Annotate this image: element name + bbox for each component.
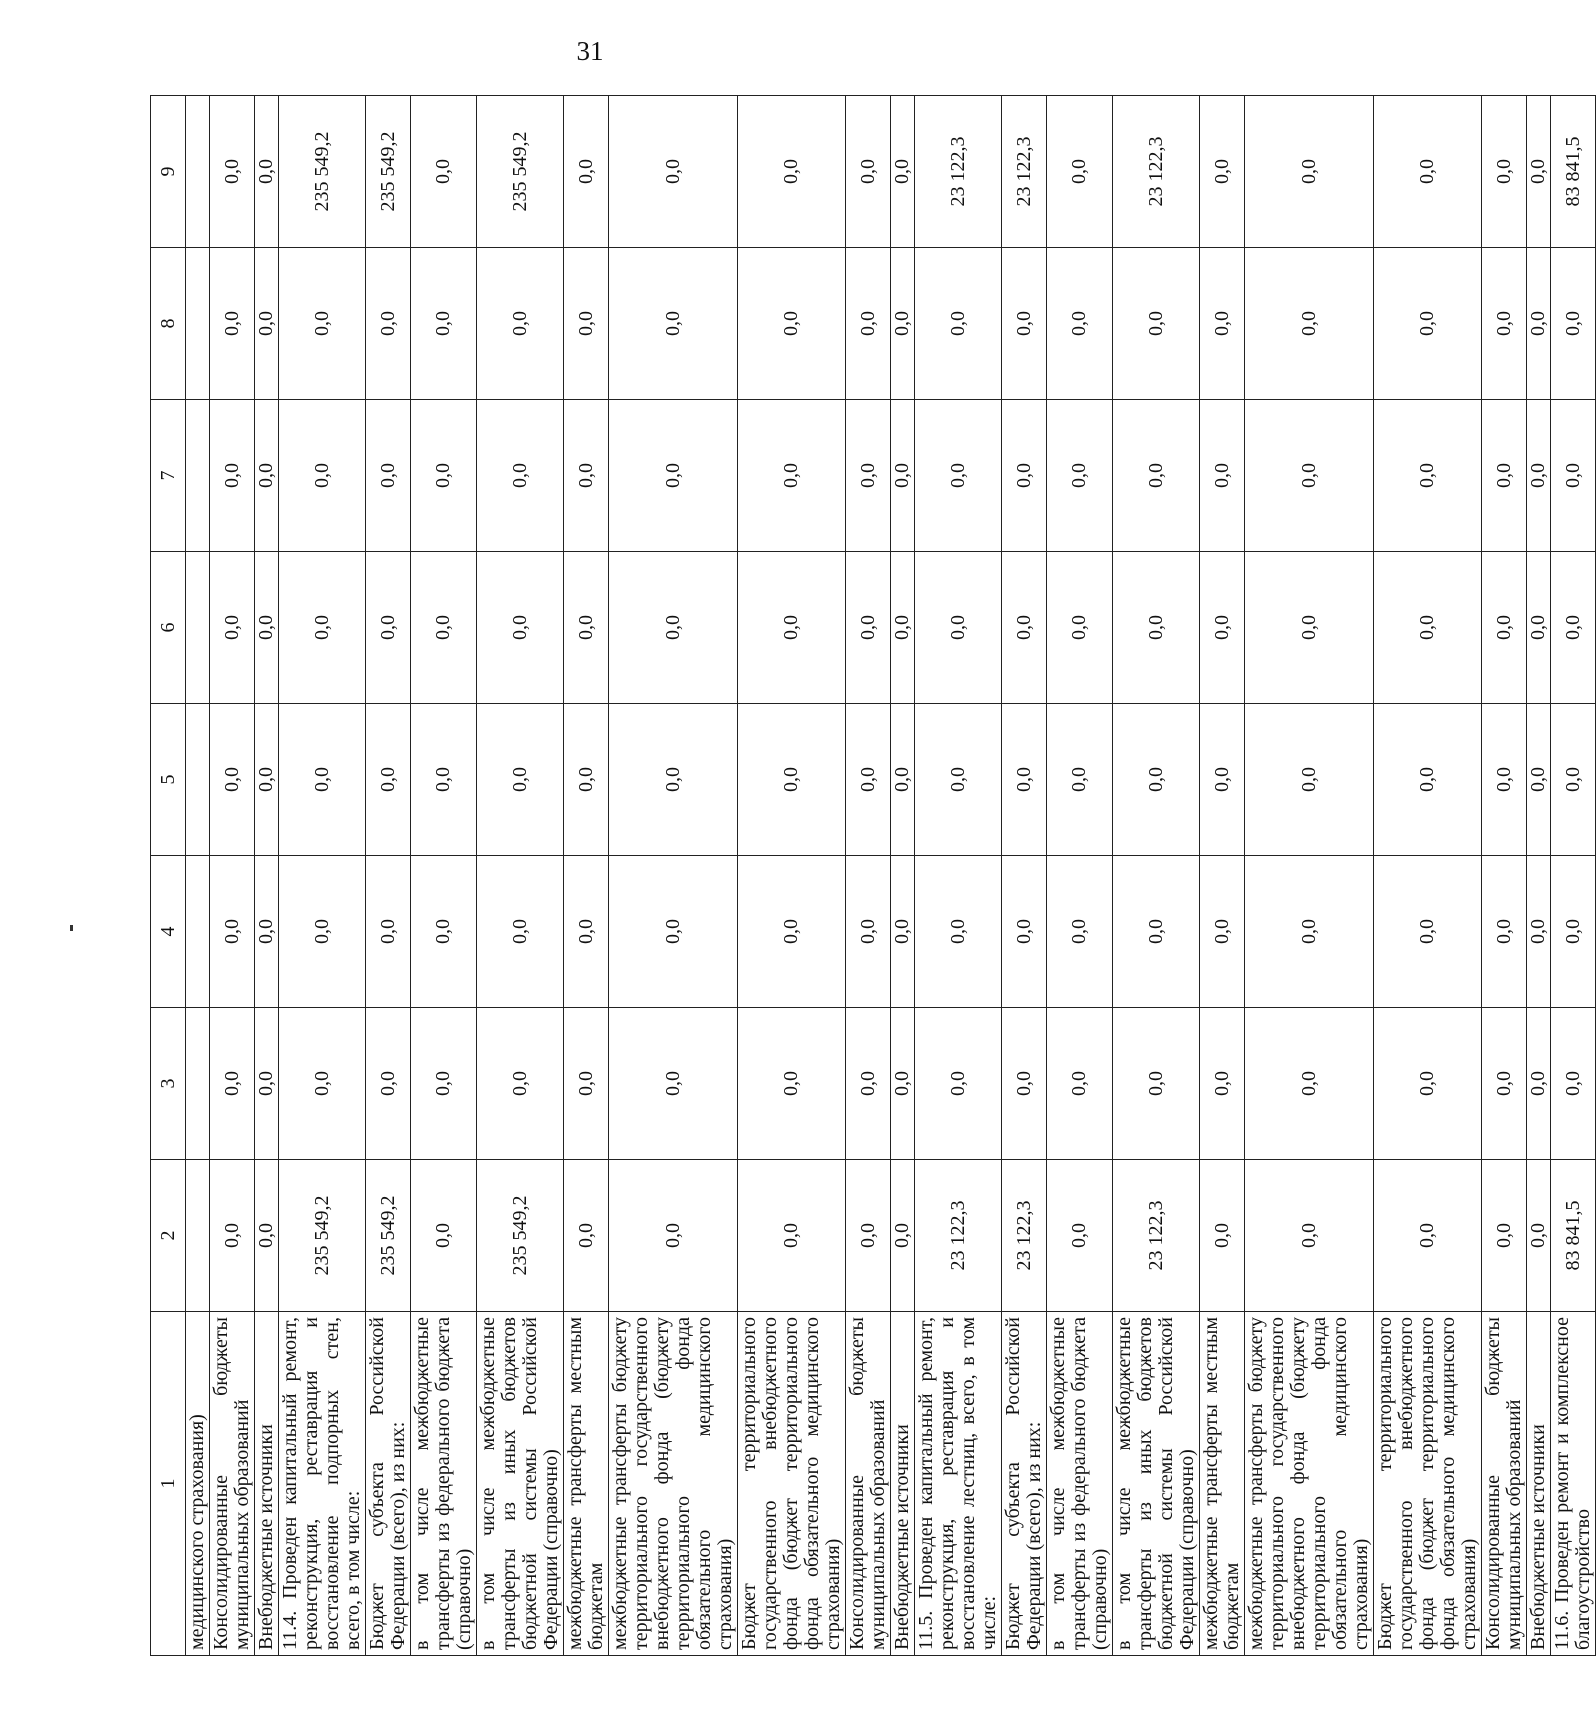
value-cell: 0,0 <box>846 1160 891 1312</box>
value-cell: 23 122,3 <box>1002 96 1047 248</box>
value-cell: 0,0 <box>1200 1160 1245 1312</box>
value-cell: 0,0 <box>279 1008 366 1160</box>
value-cell: 0,0 <box>1245 552 1374 704</box>
value-cell: 0,0 <box>1113 704 1200 856</box>
table-row <box>255 96 279 1656</box>
value-cell: 0,0 <box>1527 96 1551 248</box>
table-row <box>915 96 1002 1656</box>
value-cell: 0,0 <box>915 1008 1002 1160</box>
value-cell: 0,0 <box>255 552 279 704</box>
value-cell: 0,0 <box>915 400 1002 552</box>
value-cell: 0,0 <box>915 248 1002 400</box>
value-cell <box>186 96 210 248</box>
value-cell: 0,0 <box>846 856 891 1008</box>
value-cell: 0,0 <box>1551 400 1596 552</box>
value-cell: 0,0 <box>1527 248 1551 400</box>
value-cell: 0,0 <box>366 248 411 400</box>
column-header: 6 <box>151 552 186 704</box>
value-cell: 235 549,2 <box>477 96 564 248</box>
value-cell: 235 549,2 <box>366 96 411 248</box>
value-cell: 0,0 <box>1374 704 1482 856</box>
value-cell: 0,0 <box>564 856 609 1008</box>
value-cell: 0,0 <box>1002 1008 1047 1160</box>
value-cell: 0,0 <box>1047 96 1113 248</box>
column-header: 2 <box>151 1160 186 1312</box>
value-cell: 0,0 <box>1527 552 1551 704</box>
value-cell: 0,0 <box>210 1008 255 1160</box>
value-cell: 23 122,3 <box>1113 1160 1200 1312</box>
value-cell: 0,0 <box>609 704 738 856</box>
scan-mark <box>70 925 73 931</box>
value-cell: 0,0 <box>1551 248 1596 400</box>
column-header: 3 <box>151 1008 186 1160</box>
value-cell: 0,0 <box>1245 248 1374 400</box>
value-cell: 0,0 <box>1482 400 1527 552</box>
value-cell: 0,0 <box>477 1008 564 1160</box>
value-cell: 0,0 <box>1374 96 1482 248</box>
table-row <box>210 96 255 1656</box>
value-cell: 0,0 <box>477 704 564 856</box>
table-row <box>846 96 891 1656</box>
row-label: Бюджет субъекта Российской Федерации (всего), из них: <box>1002 1312 1047 1656</box>
value-cell: 0,0 <box>609 552 738 704</box>
value-cell: 235 549,2 <box>279 1160 366 1312</box>
value-cell: 0,0 <box>891 856 915 1008</box>
value-cell: 0,0 <box>1374 400 1482 552</box>
value-cell <box>186 1008 210 1160</box>
value-cell: 0,0 <box>1047 400 1113 552</box>
table-row <box>477 96 564 1656</box>
row-label: межбюджетные трансферты бюджету территориального государственного внебюджетного фонда (бюджету территориального фонда обязательного медицинского страхования) <box>1245 1312 1374 1656</box>
value-cell: 0,0 <box>891 400 915 552</box>
row-label: Бюджет территориального государственного внебюджетного фонда (бюджет территориального фонда обязательного медицинского страхования) <box>1374 1312 1482 1656</box>
value-cell: 0,0 <box>1374 248 1482 400</box>
value-cell: 0,0 <box>210 704 255 856</box>
row-label: 11.4. Проведен капитальный ремонт, реконструкция, реставрация и восстановление подпорных стен, всего, в том числе: <box>279 1312 366 1656</box>
value-cell <box>186 856 210 1008</box>
value-cell: 0,0 <box>1113 856 1200 1008</box>
value-cell: 23 122,3 <box>1113 96 1200 248</box>
value-cell: 0,0 <box>915 856 1002 1008</box>
value-cell: 0,0 <box>1113 400 1200 552</box>
row-label: межбюджетные трансферты местным бюджетам <box>564 1312 609 1656</box>
value-cell: 0,0 <box>738 400 846 552</box>
value-cell: 0,0 <box>366 856 411 1008</box>
value-cell: 0,0 <box>366 1008 411 1160</box>
value-cell: 0,0 <box>279 552 366 704</box>
value-cell: 0,0 <box>846 400 891 552</box>
row-label: в том числе межбюджетные трансферты из федерального бюджета (справочно) <box>411 1312 477 1656</box>
row-label: Консолидированные бюджеты муниципальных образований <box>210 1312 255 1656</box>
value-cell: 0,0 <box>279 248 366 400</box>
value-cell <box>186 248 210 400</box>
header-row <box>151 96 186 1656</box>
value-cell: 23 122,3 <box>1002 1160 1047 1312</box>
value-cell: 0,0 <box>609 856 738 1008</box>
value-cell: 0,0 <box>609 96 738 248</box>
column-header: 9 <box>151 96 186 248</box>
value-cell: 0,0 <box>609 1160 738 1312</box>
value-cell: 0,0 <box>255 1160 279 1312</box>
row-label: в том числе межбюджетные трансферты из иных бюджетов бюджетной системы Российской Федерации (справочно) <box>1113 1312 1200 1656</box>
row-label: Бюджет субъекта Российской Федерации (всего), из них: <box>366 1312 411 1656</box>
value-cell: 0,0 <box>279 856 366 1008</box>
value-cell: 0,0 <box>1002 552 1047 704</box>
value-cell: 0,0 <box>255 1008 279 1160</box>
value-cell: 0,0 <box>564 248 609 400</box>
value-cell: 0,0 <box>1245 856 1374 1008</box>
value-cell: 0,0 <box>1482 704 1527 856</box>
budget-table-container <box>150 96 1594 1656</box>
value-cell: 0,0 <box>1374 1008 1482 1160</box>
value-cell: 0,0 <box>1374 552 1482 704</box>
value-cell: 0,0 <box>738 1160 846 1312</box>
value-cell: 0,0 <box>1527 400 1551 552</box>
value-cell: 0,0 <box>846 704 891 856</box>
table-row <box>1002 96 1047 1656</box>
value-cell: 0,0 <box>564 1160 609 1312</box>
value-cell: 0,0 <box>1047 704 1113 856</box>
table-row <box>366 96 411 1656</box>
table-row <box>1551 96 1596 1656</box>
table-row <box>1482 96 1527 1656</box>
value-cell: 0,0 <box>1113 248 1200 400</box>
row-label: 11.5. Проведен капитальный ремонт, реконструкция, реставрация и восстановление лестниц, всего, в том числе: <box>915 1312 1002 1656</box>
table-row <box>1113 96 1200 1656</box>
table-row <box>1047 96 1113 1656</box>
value-cell: 0,0 <box>1245 704 1374 856</box>
value-cell: 0,0 <box>564 1008 609 1160</box>
value-cell: 0,0 <box>210 400 255 552</box>
value-cell: 0,0 <box>1113 552 1200 704</box>
table-row <box>186 96 210 1656</box>
table-row <box>738 96 846 1656</box>
value-cell: 0,0 <box>411 856 477 1008</box>
value-cell: 0,0 <box>846 96 891 248</box>
value-cell: 0,0 <box>1200 96 1245 248</box>
value-cell: 0,0 <box>255 704 279 856</box>
value-cell: 0,0 <box>366 704 411 856</box>
column-header: 1 <box>151 1312 186 1656</box>
value-cell: 0,0 <box>846 552 891 704</box>
row-label: медицинского страхования) <box>186 1312 210 1656</box>
value-cell: 0,0 <box>1002 856 1047 1008</box>
value-cell: 0,0 <box>1245 400 1374 552</box>
value-cell: 0,0 <box>411 704 477 856</box>
row-label: в том числе межбюджетные трансферты из иных бюджетов бюджетной системы Российской Федерации (справочно) <box>477 1312 564 1656</box>
row-label: Консолидированные бюджеты муниципальных образований <box>846 1312 891 1656</box>
table-row <box>1527 96 1551 1656</box>
value-cell: 0,0 <box>1002 248 1047 400</box>
value-cell: 0,0 <box>477 856 564 1008</box>
value-cell: 0,0 <box>255 248 279 400</box>
value-cell: 0,0 <box>477 248 564 400</box>
value-cell: 0,0 <box>846 248 891 400</box>
row-label: Консолидированные бюджеты муниципальных образований <box>1482 1312 1527 1656</box>
value-cell: 0,0 <box>1113 1008 1200 1160</box>
value-cell: 23 122,3 <box>915 1160 1002 1312</box>
value-cell <box>186 704 210 856</box>
table-row <box>564 96 609 1656</box>
value-cell: 0,0 <box>609 400 738 552</box>
value-cell <box>186 1160 210 1312</box>
row-label: Внебюджетные источники <box>255 1312 279 1656</box>
value-cell: 0,0 <box>210 96 255 248</box>
value-cell: 0,0 <box>1047 552 1113 704</box>
value-cell: 235 549,2 <box>366 1160 411 1312</box>
table-row <box>1200 96 1245 1656</box>
value-cell <box>186 400 210 552</box>
value-cell: 0,0 <box>891 248 915 400</box>
value-cell: 0,0 <box>1200 552 1245 704</box>
value-cell <box>186 552 210 704</box>
value-cell: 0,0 <box>477 552 564 704</box>
value-cell: 0,0 <box>210 248 255 400</box>
value-cell: 0,0 <box>411 400 477 552</box>
value-cell: 0,0 <box>1200 248 1245 400</box>
value-cell: 0,0 <box>477 400 564 552</box>
table-row <box>279 96 366 1656</box>
value-cell: 0,0 <box>564 400 609 552</box>
column-header: 5 <box>151 704 186 856</box>
rotated-table <box>150 96 1594 1656</box>
value-cell: 0,0 <box>1245 96 1374 248</box>
value-cell: 0,0 <box>366 552 411 704</box>
value-cell: 0,0 <box>1482 1008 1527 1160</box>
value-cell: 0,0 <box>1527 856 1551 1008</box>
value-cell: 0,0 <box>411 248 477 400</box>
column-header: 7 <box>151 400 186 552</box>
value-cell: 0,0 <box>1002 400 1047 552</box>
value-cell: 0,0 <box>1200 704 1245 856</box>
row-label: Бюджет территориального государственного внебюджетного фонда (бюджет территориального фонда обязательного медицинского страхования) <box>738 1312 846 1656</box>
value-cell: 0,0 <box>1047 1160 1113 1312</box>
value-cell: 0,0 <box>846 1008 891 1160</box>
value-cell: 83 841,5 <box>1551 96 1596 248</box>
table-row <box>891 96 915 1656</box>
value-cell: 0,0 <box>411 1160 477 1312</box>
value-cell: 0,0 <box>1482 248 1527 400</box>
row-label: межбюджетные трансферты бюджету территориального государственного внебюджетного фонда (бюджету территориального фонда обязательного медицинского страхования) <box>609 1312 738 1656</box>
value-cell: 0,0 <box>210 552 255 704</box>
value-cell: 0,0 <box>1551 552 1596 704</box>
value-cell: 0,0 <box>1374 1160 1482 1312</box>
value-cell: 0,0 <box>1047 1008 1113 1160</box>
value-cell: 0,0 <box>411 1008 477 1160</box>
row-label: Внебюджетные источники <box>1527 1312 1551 1656</box>
column-header: 8 <box>151 248 186 400</box>
row-label: в том числе межбюджетные трансферты из федерального бюджета (справочно) <box>1047 1312 1113 1656</box>
value-cell: 0,0 <box>564 552 609 704</box>
value-cell: 0,0 <box>609 1008 738 1160</box>
value-cell: 0,0 <box>1245 1160 1374 1312</box>
value-cell: 0,0 <box>564 704 609 856</box>
value-cell: 0,0 <box>891 704 915 856</box>
value-cell: 0,0 <box>1482 1160 1527 1312</box>
value-cell: 0,0 <box>1551 856 1596 1008</box>
row-label: Внебюджетные источники <box>891 1312 915 1656</box>
value-cell: 0,0 <box>1047 248 1113 400</box>
value-cell: 0,0 <box>915 552 1002 704</box>
value-cell: 0,0 <box>1200 856 1245 1008</box>
table-row <box>609 96 738 1656</box>
value-cell: 0,0 <box>1527 704 1551 856</box>
value-cell: 0,0 <box>891 1008 915 1160</box>
value-cell: 0,0 <box>1374 856 1482 1008</box>
value-cell: 0,0 <box>279 400 366 552</box>
value-cell: 0,0 <box>255 856 279 1008</box>
value-cell: 0,0 <box>1527 1160 1551 1312</box>
value-cell: 0,0 <box>1527 1008 1551 1160</box>
value-cell: 0,0 <box>1551 1008 1596 1160</box>
value-cell: 0,0 <box>738 552 846 704</box>
value-cell: 0,0 <box>366 400 411 552</box>
value-cell: 0,0 <box>915 704 1002 856</box>
table-row <box>1245 96 1374 1656</box>
value-cell: 0,0 <box>891 1160 915 1312</box>
value-cell: 0,0 <box>210 856 255 1008</box>
row-label: 11.6. Проведен ремонт и комплексное благоустройство <box>1551 1312 1596 1656</box>
value-cell: 0,0 <box>891 96 915 248</box>
value-cell: 0,0 <box>255 96 279 248</box>
value-cell: 0,0 <box>738 248 846 400</box>
value-cell: 83 841,5 <box>1551 1160 1596 1312</box>
value-cell: 0,0 <box>1482 96 1527 248</box>
value-cell: 0,0 <box>1551 704 1596 856</box>
value-cell: 0,0 <box>411 552 477 704</box>
value-cell: 0,0 <box>1002 704 1047 856</box>
value-cell: 0,0 <box>210 1160 255 1312</box>
value-cell: 0,0 <box>1200 1008 1245 1160</box>
value-cell: 0,0 <box>891 552 915 704</box>
value-cell: 0,0 <box>738 856 846 1008</box>
value-cell: 0,0 <box>255 400 279 552</box>
page-number: 31 <box>576 36 604 66</box>
value-cell: 235 549,2 <box>279 96 366 248</box>
value-cell: 23 122,3 <box>915 96 1002 248</box>
value-cell: 0,0 <box>1482 552 1527 704</box>
value-cell: 0,0 <box>738 1008 846 1160</box>
value-cell: 0,0 <box>564 96 609 248</box>
value-cell: 235 549,2 <box>477 1160 564 1312</box>
value-cell: 0,0 <box>1245 1008 1374 1160</box>
row-label: межбюджетные трансферты местным бюджетам <box>1200 1312 1245 1656</box>
value-cell: 0,0 <box>738 96 846 248</box>
budget-table <box>150 95 1596 1656</box>
table-row <box>411 96 477 1656</box>
value-cell: 0,0 <box>1200 400 1245 552</box>
value-cell: 0,0 <box>411 96 477 248</box>
value-cell: 0,0 <box>1047 856 1113 1008</box>
table-row <box>1374 96 1482 1656</box>
value-cell: 0,0 <box>738 704 846 856</box>
value-cell: 0,0 <box>609 248 738 400</box>
value-cell: 0,0 <box>1482 856 1527 1008</box>
value-cell: 0,0 <box>279 704 366 856</box>
column-header: 4 <box>151 856 186 1008</box>
